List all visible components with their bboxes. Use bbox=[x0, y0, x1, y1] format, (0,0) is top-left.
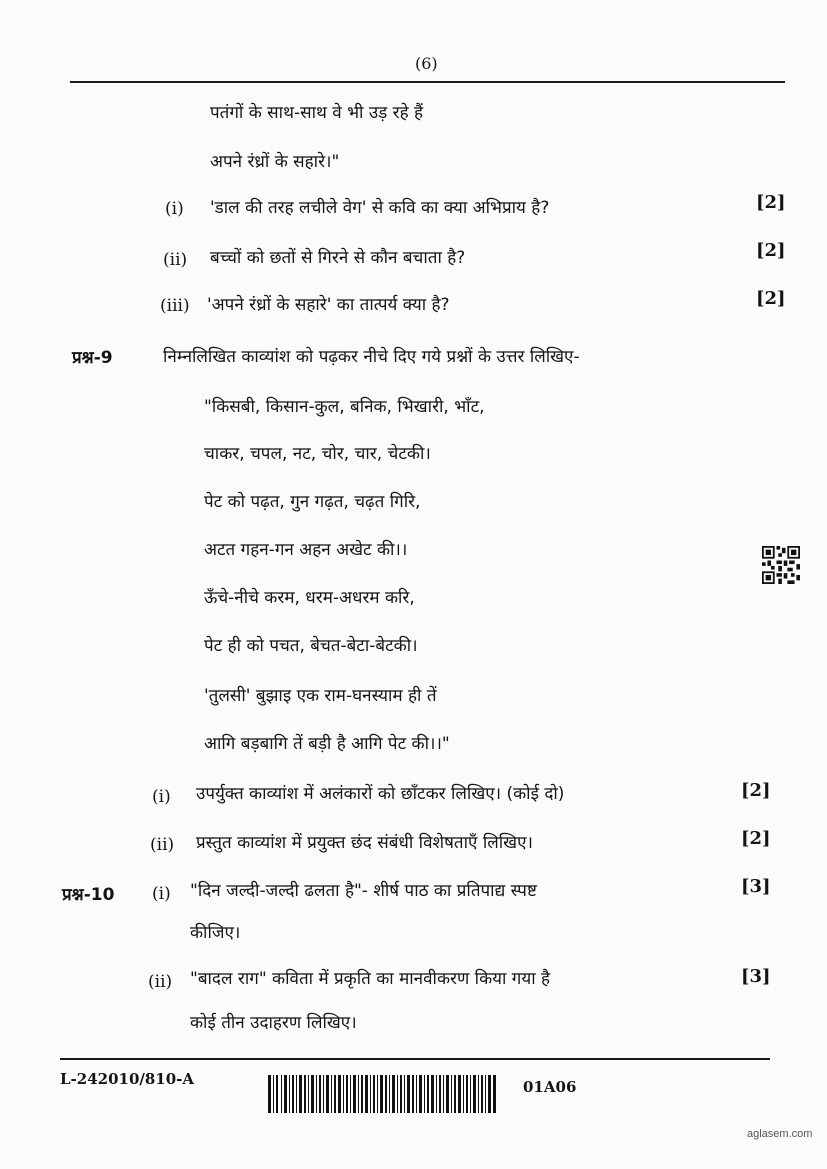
q8-sub-iii-marks: [2] bbox=[756, 288, 786, 309]
q10-label: प्रश्न-10 bbox=[62, 885, 115, 905]
paper-code: L-242010/810-A bbox=[60, 1070, 195, 1088]
q10-sub-ii-number: (ii) bbox=[148, 972, 173, 992]
poem-line: ऊँचे-नीचे करम, धरम-अधरम करि, bbox=[204, 588, 415, 608]
poem-line: आगि बड़बागि तें बड़ी है आगि पेट की।।" bbox=[204, 734, 450, 754]
q10-sub-i-number: (i) bbox=[152, 884, 171, 904]
q8-sub-ii-text: बच्चों को छतों से गिरने से कौन बचाता है? bbox=[210, 248, 466, 268]
q10-sub-i-line2: कीजिए। bbox=[190, 923, 241, 943]
q9-sub-i-number: (i) bbox=[152, 787, 171, 807]
q9-instruction: निम्नलिखित काव्यांश को पढ़कर नीचे दिए गये प्रश्नों के उत्तर लिखिए- bbox=[163, 347, 580, 367]
page-code: 01A06 bbox=[523, 1078, 577, 1096]
q10-sub-i-marks: [3] bbox=[741, 876, 771, 897]
poem-line: 'तुलसी' बुझाइ एक राम-घनस्याम ही तें bbox=[204, 686, 437, 706]
q8-sub-i-marks: [2] bbox=[756, 192, 786, 213]
q8-sub-iii-number: (iii) bbox=[160, 296, 190, 316]
q10-sub-ii-marks: [3] bbox=[741, 966, 771, 987]
q8-sub-i-number: (i) bbox=[165, 199, 184, 219]
poem-line: अटत गहन-गन अहन अखेट की।। bbox=[204, 540, 408, 560]
poem-line: पेट ही को पचत, बेचत-बेटा-बेटकी। bbox=[204, 636, 418, 656]
poem-line: पतंगों के साथ-साथ वे भी उड़ रहे हैं bbox=[210, 103, 424, 123]
q10-sub-ii-line2: कोई तीन उदाहरण लिखिए। bbox=[190, 1013, 357, 1033]
q8-sub-ii-marks: [2] bbox=[756, 240, 786, 261]
q9-sub-i-marks: [2] bbox=[741, 780, 771, 801]
qr-code-icon bbox=[762, 546, 800, 584]
q8-sub-ii-number: (ii) bbox=[163, 250, 188, 270]
q9-sub-i-text: उपर्युक्त काव्यांश में अलंकारों को छाँटकर लिखिए। (कोई दो) bbox=[196, 784, 565, 804]
poem-line: अपने रंध्रों के सहारे।" bbox=[210, 152, 340, 172]
watermark: aglasem.com bbox=[747, 1128, 813, 1140]
q9-label: प्रश्न-9 bbox=[72, 348, 113, 368]
q9-sub-ii-marks: [2] bbox=[741, 828, 771, 849]
poem-line: चाकर, चपल, नट, चोर, चार, चेटकी। bbox=[204, 444, 431, 464]
q8-sub-i-text: 'डाल की तरह लचीले वेग' से कवि का क्या अभिप्राय है? bbox=[210, 198, 550, 218]
q9-sub-ii-text: प्रस्तुत काव्यांश में प्रयुक्त छंद संबंधी विशेषताएँ लिखिए। bbox=[196, 833, 533, 853]
poem-line: पेट को पढ़त, गुन गढ़त, चढ़त गिरि, bbox=[204, 492, 421, 512]
footer-divider bbox=[60, 1058, 770, 1060]
q8-sub-iii-text: 'अपने रंध्रों के सहारे' का तात्पर्य क्या है? bbox=[207, 295, 450, 315]
q9-sub-ii-number: (ii) bbox=[150, 835, 175, 855]
poem-line: "किसबी, किसान-कुल, बनिक, भिखारी, भाँट, bbox=[204, 397, 485, 417]
top-divider bbox=[70, 81, 785, 83]
barcode-icon bbox=[268, 1075, 496, 1113]
q10-sub-i-line1: "दिन जल्दी-जल्दी ढलता है"- शीर्ष पाठ का प्रतिपाद्य स्पष्ट bbox=[190, 881, 537, 901]
q10-sub-ii-line1: "बादल राग" कविता में प्रकृति का मानवीकरण किया गया है bbox=[190, 969, 551, 989]
page-number: (6) bbox=[415, 54, 438, 73]
